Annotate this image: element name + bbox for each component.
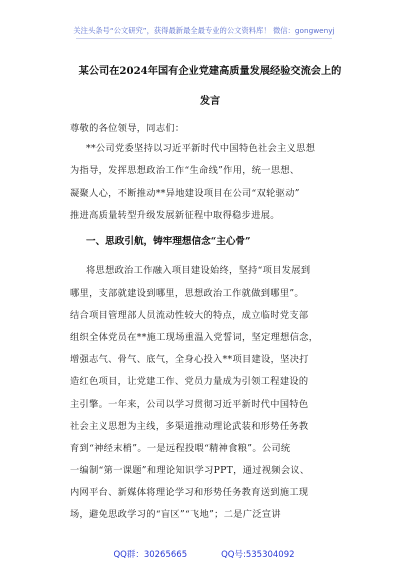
intro-line: 推进高质量转型升级发展新征程中取得稳步进展。 [70, 210, 280, 221]
document-title-line-2: 发言 [199, 95, 221, 107]
document-title-line-1: 某公司在2024年国有企业党建高质量发展经验交流会上的 [78, 65, 342, 77]
footer-qq: QQ号:535304092 [221, 550, 295, 560]
section-1-line: 一编制“第一课题”和理论知识学习PPT，通过视频会议、 [70, 465, 310, 476]
footer-qq-group: QQ群：30265665 [113, 550, 188, 560]
section-1-line: 内网平台、新媒体将理论学习和形势任务教育送到施工现 [70, 487, 309, 498]
section-1-line: 结合项目管理部人员流动性较大的特点，成立临时党支部 [70, 310, 309, 321]
salutation: 尊敬的各位领导，同志们： [70, 123, 185, 134]
section-1-line: 主引擎。一年来，公司以学习贯彻习近平新时代中国特色 [70, 399, 309, 410]
intro-line: 凝聚人心，不断推动**异地建设项目在公司“双轮驱动” [70, 188, 300, 199]
section-1-line: 组织全体党员在**施工现场重温入党誓词，坚定理想信念， [70, 332, 319, 343]
header-divider [76, 38, 332, 39]
intro-line: **公司党委坚持以习近平新时代中国特色社会主义思想 [86, 143, 316, 154]
section-1-heading: 一、思政引航，铸牢理想信念“主心骨” [86, 236, 251, 247]
section-1-line: 造红色项目，让党建工作、党员力量成为引领工程建设的 [70, 376, 309, 387]
section-1-line: 场，避免思政学习的“盲区”“飞地”；二是广泛宣讲 [70, 509, 281, 520]
footer-contact [0, 548, 408, 560]
section-1-line: 育到“神经末梢”。一是远程投喂“精神食粮”。公司统 [70, 443, 291, 454]
section-1-line: 哪里，支部就建设到哪里，思想政治工作就做到哪里”。 [70, 288, 304, 299]
intro-line: 为指导，发挥思想政治工作“生命线”作用，统一思想、 [70, 165, 300, 176]
section-1-line: 社会主义思想为主线，多渠道推动理论武装和形势任务教 [70, 421, 309, 432]
section-1-line: 将思想政治工作融入项目建设始终，坚持“项目发展到 [86, 265, 311, 276]
section-1-line: 增强志气、骨气、底气，全身心投入**项目建设，坚决打 [70, 354, 309, 365]
header-banner: 关注头条号“公文研究”，获得最新最全最专业的公文资料库！ 微信：gongwenyj [73, 26, 335, 35]
